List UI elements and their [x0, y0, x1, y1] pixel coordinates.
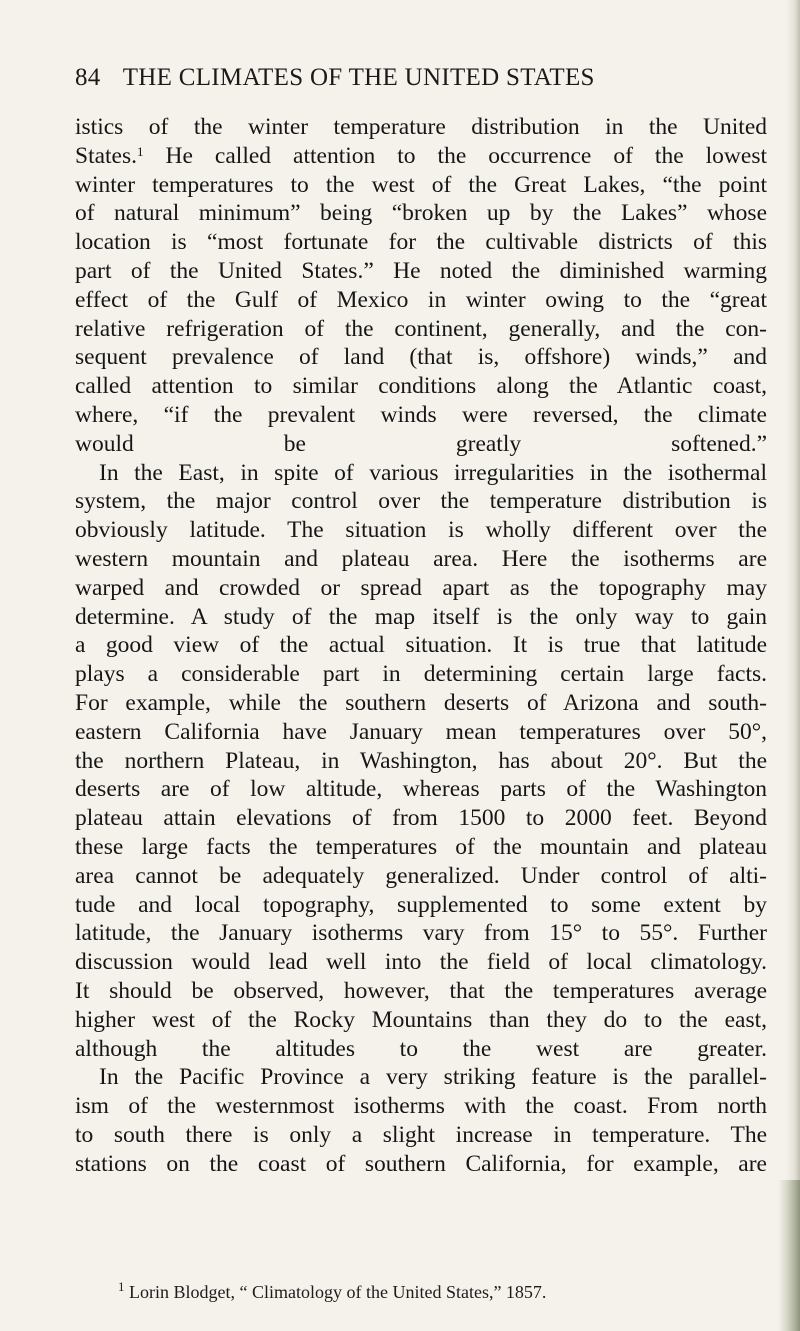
footnote-ref: 1 — [137, 143, 144, 159]
body-text — [75, 113, 767, 1178]
text-line: plateau attain elevations of from 1500 to 2000 feet. Beyond — [75, 805, 767, 832]
text-line: ism of the westernmost isotherms with the coast. From north — [75, 1093, 767, 1120]
text-line: It should be observed, however, that the temperatures average — [75, 977, 767, 1004]
text-line: a good view of the actual situation. It is true that latitude — [75, 632, 767, 659]
text-line: obviously latitude. The situation is wholly different over the — [75, 517, 767, 544]
running-title: THE CLIMATES OF THE UNITED STATES — [122, 64, 595, 91]
text-line: plays a considerable part in determining certain large facts. — [75, 661, 767, 688]
text-line: winter temperatures to the west of the Great Lakes, “the point — [75, 171, 767, 198]
running-header — [75, 64, 775, 92]
text-line: where, “if the prevalent winds were reversed, the climate — [75, 401, 767, 428]
text-line: eastern California have January mean temperatures over 50°, — [75, 718, 767, 745]
text-line: In the Pacific Province a very striking feature is the parallel- — [99, 1064, 767, 1091]
text-line: discussion would lead well into the field of local climatology. — [75, 949, 767, 976]
page-edge-stain — [778, 1180, 800, 1331]
text-line: although the altitudes to the west are greater. — [75, 1035, 767, 1062]
text-line: the northern Plateau, in Washington, has about 20°. But the — [75, 747, 767, 774]
text-fragment: He called attention to the occurrence of the lowest — [143, 142, 767, 169]
page-edge-shadow — [786, 0, 800, 1331]
text-line: part of the United States.” He noted the diminished warming — [75, 257, 767, 284]
text-fragment: States. — [75, 142, 138, 169]
text-line: system, the major control over the temperature distribution is — [75, 488, 767, 515]
paragraph — [75, 459, 767, 1064]
footnote — [118, 1279, 778, 1303]
paragraph — [75, 113, 767, 459]
text-line: location is “most fortunate for the cultivable districts of this — [75, 229, 767, 256]
page-number: 84 — [75, 64, 101, 91]
text-line: relative refrigeration of the continent, generally, and the con- — [75, 315, 767, 342]
text-line: these large facts the temperatures of the mountain and plateau — [75, 833, 767, 860]
text-line: would be greatly softened.” — [75, 430, 767, 457]
text-line: tude and local topography, supplemented to some extent by — [75, 891, 767, 918]
text-line: latitude, the January isotherms vary from 15° to 55°. Further — [75, 920, 767, 947]
paragraph — [75, 1063, 767, 1178]
text-line: area cannot be adequately generalized. Under control of alti- — [75, 862, 767, 889]
text-line: of natural minimum” being “broken up by the Lakes” whose — [75, 200, 767, 227]
text-line: higher west of the Rocky Mountains than they do to the east, — [75, 1006, 767, 1033]
text-line: to south there is only a slight increase in temperature. The — [75, 1121, 767, 1148]
text-line: stations on the coast of southern California, for example, are — [75, 1150, 767, 1177]
text-line: For example, while the southern deserts of Arizona and south- — [75, 689, 767, 716]
text-line: deserts are of low altitude, whereas parts of the Washington — [75, 776, 767, 803]
text-line: called attention to similar conditions along the Atlantic coast, — [75, 373, 767, 400]
text-line: western mountain and plateau area. Here the isotherms are — [75, 545, 767, 572]
text-line: istics of the winter temperature distribution in the United — [75, 114, 767, 140]
text-line: In the East, in spite of various irregularities in the isothermal — [99, 459, 767, 486]
text-line: effect of the Gulf of Mexico in winter owing to the “great — [75, 286, 767, 313]
footnote-text: Lorin Blodget, “ Climatology of the United States,” 1857. — [129, 1282, 547, 1302]
text-line: determine. A study of the map itself is the only way to gain — [75, 603, 767, 630]
footnote-marker: 1 — [118, 1279, 125, 1294]
text-line: warped and crowded or spread apart as the topography may — [75, 574, 767, 601]
text-line — [75, 142, 767, 171]
text-line: sequent prevalence of land (that is, offshore) winds,” and — [75, 344, 767, 371]
